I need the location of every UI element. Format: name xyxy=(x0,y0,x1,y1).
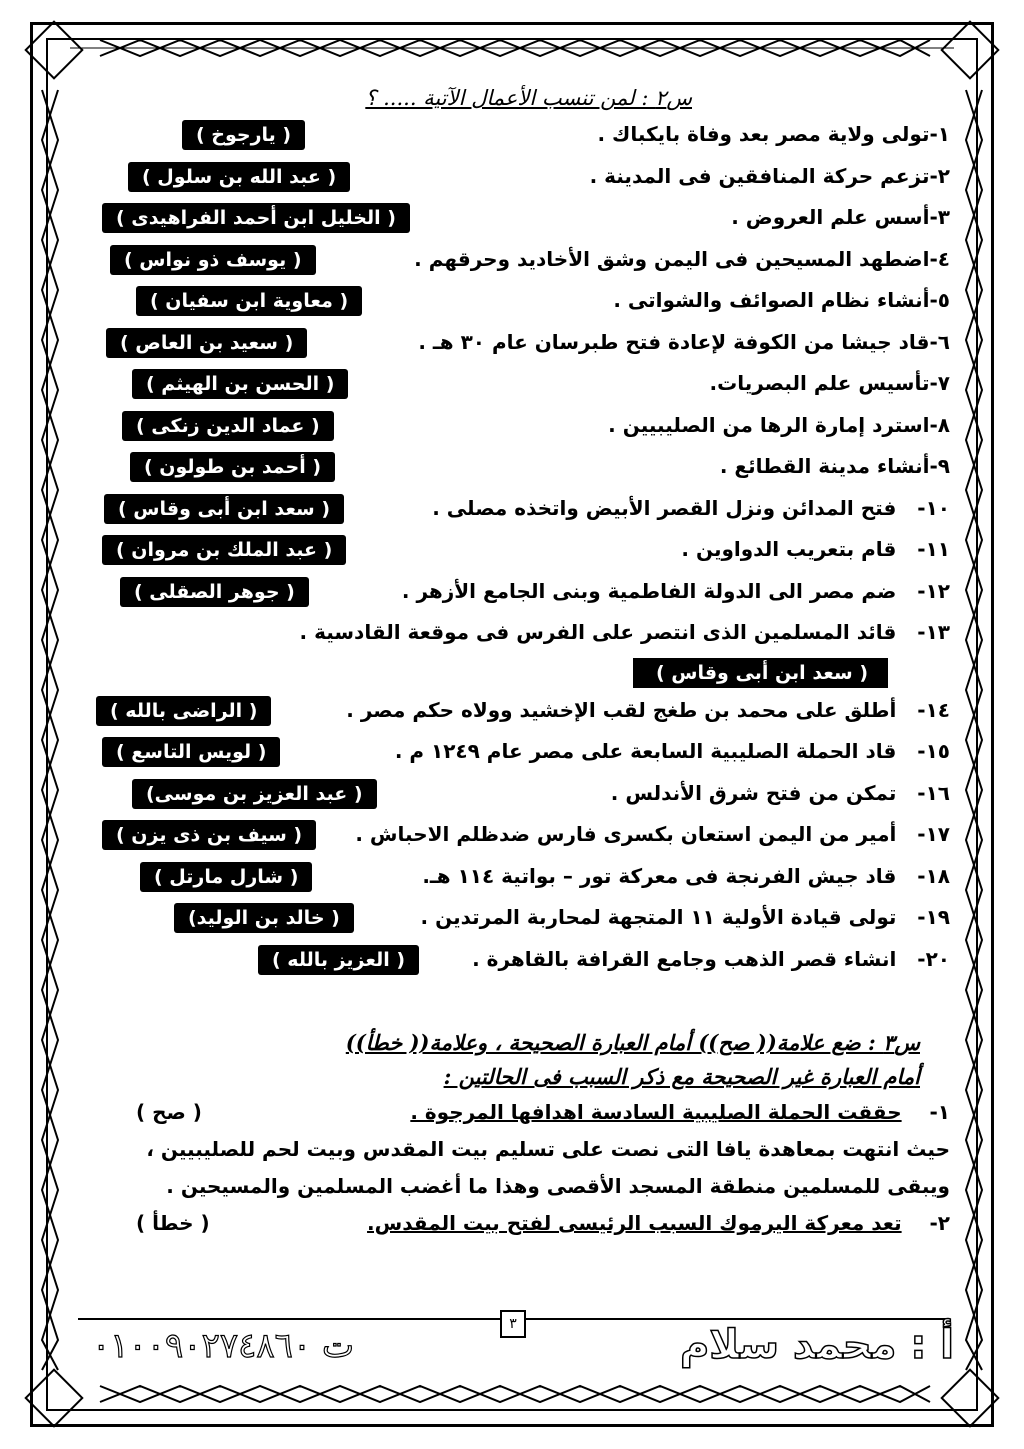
item-text: حققت الحملة الصليبية السادسة اهدافها المرجوة . xyxy=(410,1100,902,1124)
item-text: أطلق على محمد بن طغج لقب الإخشيد وولاه حكم مصر . xyxy=(346,697,897,722)
q2-item xyxy=(70,571,950,613)
item-text: ضم مصر الى الدولة الفاطمية وبنى الجامع الأزهر . xyxy=(401,578,897,603)
item-number: ١٥- xyxy=(917,739,950,763)
item-number: ١- xyxy=(929,1100,950,1124)
answer-box: ( سيف بن ذى يزن ) xyxy=(102,820,316,850)
answer-box: ( الحسن بن الهيثم ) xyxy=(132,369,348,399)
answer-mark: ( صح ) xyxy=(136,1100,202,1124)
q2-item xyxy=(70,156,950,198)
item-text: تولى قيادة الأولية ١١ المتجهة لمحاربة المرتدين . xyxy=(420,905,897,929)
q2-item xyxy=(70,197,950,239)
item-text: انشاء قصر الذهب وجامع القرافة بالقاهرة . xyxy=(472,946,897,971)
footer-author: أ : محمد سلام xyxy=(679,1322,954,1368)
item-number: ١١- xyxy=(917,537,950,561)
q2-item xyxy=(70,239,950,281)
answer-box: ( لويس التاسع ) xyxy=(102,737,280,767)
worksheet-content xyxy=(70,82,950,1322)
q2-item xyxy=(70,363,950,405)
item-text: تعد معركة اليرموك السبب الرئيسى لفتح بيت المقدس. xyxy=(367,1211,902,1235)
answer-box: ( معاوية ابن سفيان ) xyxy=(136,286,362,316)
item-text: استرد إمارة الرها من الصليبيين . xyxy=(608,412,930,437)
answer-box: ( جوهر الصقلى ) xyxy=(120,577,309,607)
answer-box: ( أحمد بن طولون ) xyxy=(130,452,335,482)
item-text: أنشاء نظام الصوائف والشواتى . xyxy=(613,288,930,312)
answer-box: ( يارجوخ ) xyxy=(182,120,305,150)
item-number: ٥- xyxy=(929,288,950,312)
answer-box: ( يوسف ذو نواس ) xyxy=(110,245,316,275)
item-number: ٦- xyxy=(929,329,950,354)
answer-box: ( عبد الملك بن مروان ) xyxy=(102,535,346,565)
question-3-title: س٣ : ضع علامة(( صح)) أمام العبارة الصحيحة ، وعلامة(( خطأ)) xyxy=(345,1030,920,1055)
item-text: قاد جيش الفرنجة فى معركة تور – بواتية ١١٤ هـ. xyxy=(422,863,897,888)
item-number: ١٠- xyxy=(917,495,950,520)
item-number: ٣- xyxy=(929,205,950,229)
q2-item xyxy=(70,731,950,773)
footer-phone: ت ٠١٠٠٩٠٢٧٤٨٦٠ xyxy=(92,1326,354,1366)
item-number: ٢- xyxy=(929,1211,950,1235)
item-number: ٢- xyxy=(929,163,950,188)
item-text: تأسيس علم البصريات. xyxy=(709,371,930,395)
item-number: ٨- xyxy=(929,412,950,437)
item-number: ١٩- xyxy=(917,905,950,929)
answer-box: ( شارل مارتل ) xyxy=(140,862,312,892)
q3-reason-line: حيث انتهت بمعاهدة يافا التى نصت على تسليم بيت المقدس وبيت لحم للصليبيين ، xyxy=(146,1137,950,1161)
item-text: تمكن من فتح شرق الأندلس . xyxy=(610,780,897,805)
q2-item xyxy=(70,488,950,530)
item-text: تولى ولاية مصر بعد وفاة بايكباك . xyxy=(597,122,930,146)
answer-box: ( الخليل ابن أحمد الفراهيدى ) xyxy=(102,203,410,233)
answer-box: ( الراضى بالله ) xyxy=(96,696,271,726)
question-3-subtitle: أمام العبارة غير الصحيحة مع ذكر السبب فى الحالتين : xyxy=(443,1064,920,1089)
item-text: قاد الحملة الصليبية السابعة على مصر عام ١٢٤٩ م . xyxy=(394,739,897,763)
q3-reason-line: ويبقى للمسلمين منطقة المسجد الأقصى وهذا ما أغضب المسلمين والمسيحين . xyxy=(166,1174,950,1198)
item-number: ٧- xyxy=(929,371,950,395)
q2-item xyxy=(70,529,950,571)
q2-item xyxy=(70,690,950,732)
item-number: ١٢- xyxy=(917,578,950,603)
item-text: فتح المدائن ونزل القصر الأبيض واتخذه مصلى . xyxy=(432,495,897,520)
q2-item xyxy=(70,280,950,322)
answer-mark: ( خطأ ) xyxy=(136,1211,210,1235)
item-text: أمير من اليمن استعان بكسرى فارس ضدظلم الاحباش . xyxy=(355,822,897,846)
item-text: أنشاء مدينة القطائع . xyxy=(719,454,930,478)
item-text: قام بتعريب الدواوين . xyxy=(681,537,897,561)
item-number: ١٨- xyxy=(917,863,950,888)
q2-item xyxy=(70,612,950,654)
answer-box: ( عبد الله بن سلول ) xyxy=(128,162,350,192)
q3-item xyxy=(70,1094,950,1131)
item-number: ١٤- xyxy=(917,697,950,722)
q2-item xyxy=(70,814,950,856)
item-number: ١- xyxy=(929,122,950,146)
question-2-title: س٢ : لمن تنسب الأعمال الآتية ..... ؟ xyxy=(365,86,692,110)
item-text: تزعم حركة المنافقين فى المدينة . xyxy=(589,163,930,188)
answer-box: ( سعد ابن أبى وقاس ) xyxy=(104,494,344,524)
answer-box: ( سعيد بن العاص ) xyxy=(106,328,307,358)
item-text: اضطهد المسيحين فى اليمن وشق الأخاديد وحرقهم . xyxy=(414,246,930,271)
answer-box: ( خالد بن الوليد) xyxy=(174,903,354,933)
q2-item xyxy=(70,773,950,815)
page-number: ٣ xyxy=(500,1310,526,1338)
q3-item xyxy=(70,1205,950,1242)
item-number: ١٧- xyxy=(917,822,950,846)
item-number: ٩- xyxy=(929,454,950,478)
q2-item xyxy=(70,446,950,488)
answer-box: ( العزيز بالله ) xyxy=(258,945,419,975)
q2-item xyxy=(70,114,950,156)
answer-box: ( عبد العزيز بن موسى) xyxy=(132,779,377,809)
item-text: أسس علم العروض . xyxy=(731,205,930,229)
q2-item xyxy=(70,856,950,898)
item-number: ٢٠- xyxy=(917,946,950,971)
q2-item-answer-line xyxy=(70,654,950,690)
item-number: ٤- xyxy=(929,246,950,271)
q2-item xyxy=(70,897,950,939)
q2-item xyxy=(70,405,950,447)
answer-box: ( سعد ابن أبى وقاس ) xyxy=(633,658,888,688)
answer-box: ( عماد الدين زنكى ) xyxy=(122,411,334,441)
item-text: قاد جيشا من الكوفة لإعادة فتح طبرسان عام ٣٠ هـ . xyxy=(418,329,930,354)
q2-item xyxy=(70,939,950,981)
item-number: ١٣- xyxy=(917,620,950,644)
item-number: ١٦- xyxy=(917,780,950,805)
item-text: قائد المسلمين الذى انتصر على الفرس فى موقعة القادسية . xyxy=(299,620,897,644)
q2-item xyxy=(70,322,950,364)
